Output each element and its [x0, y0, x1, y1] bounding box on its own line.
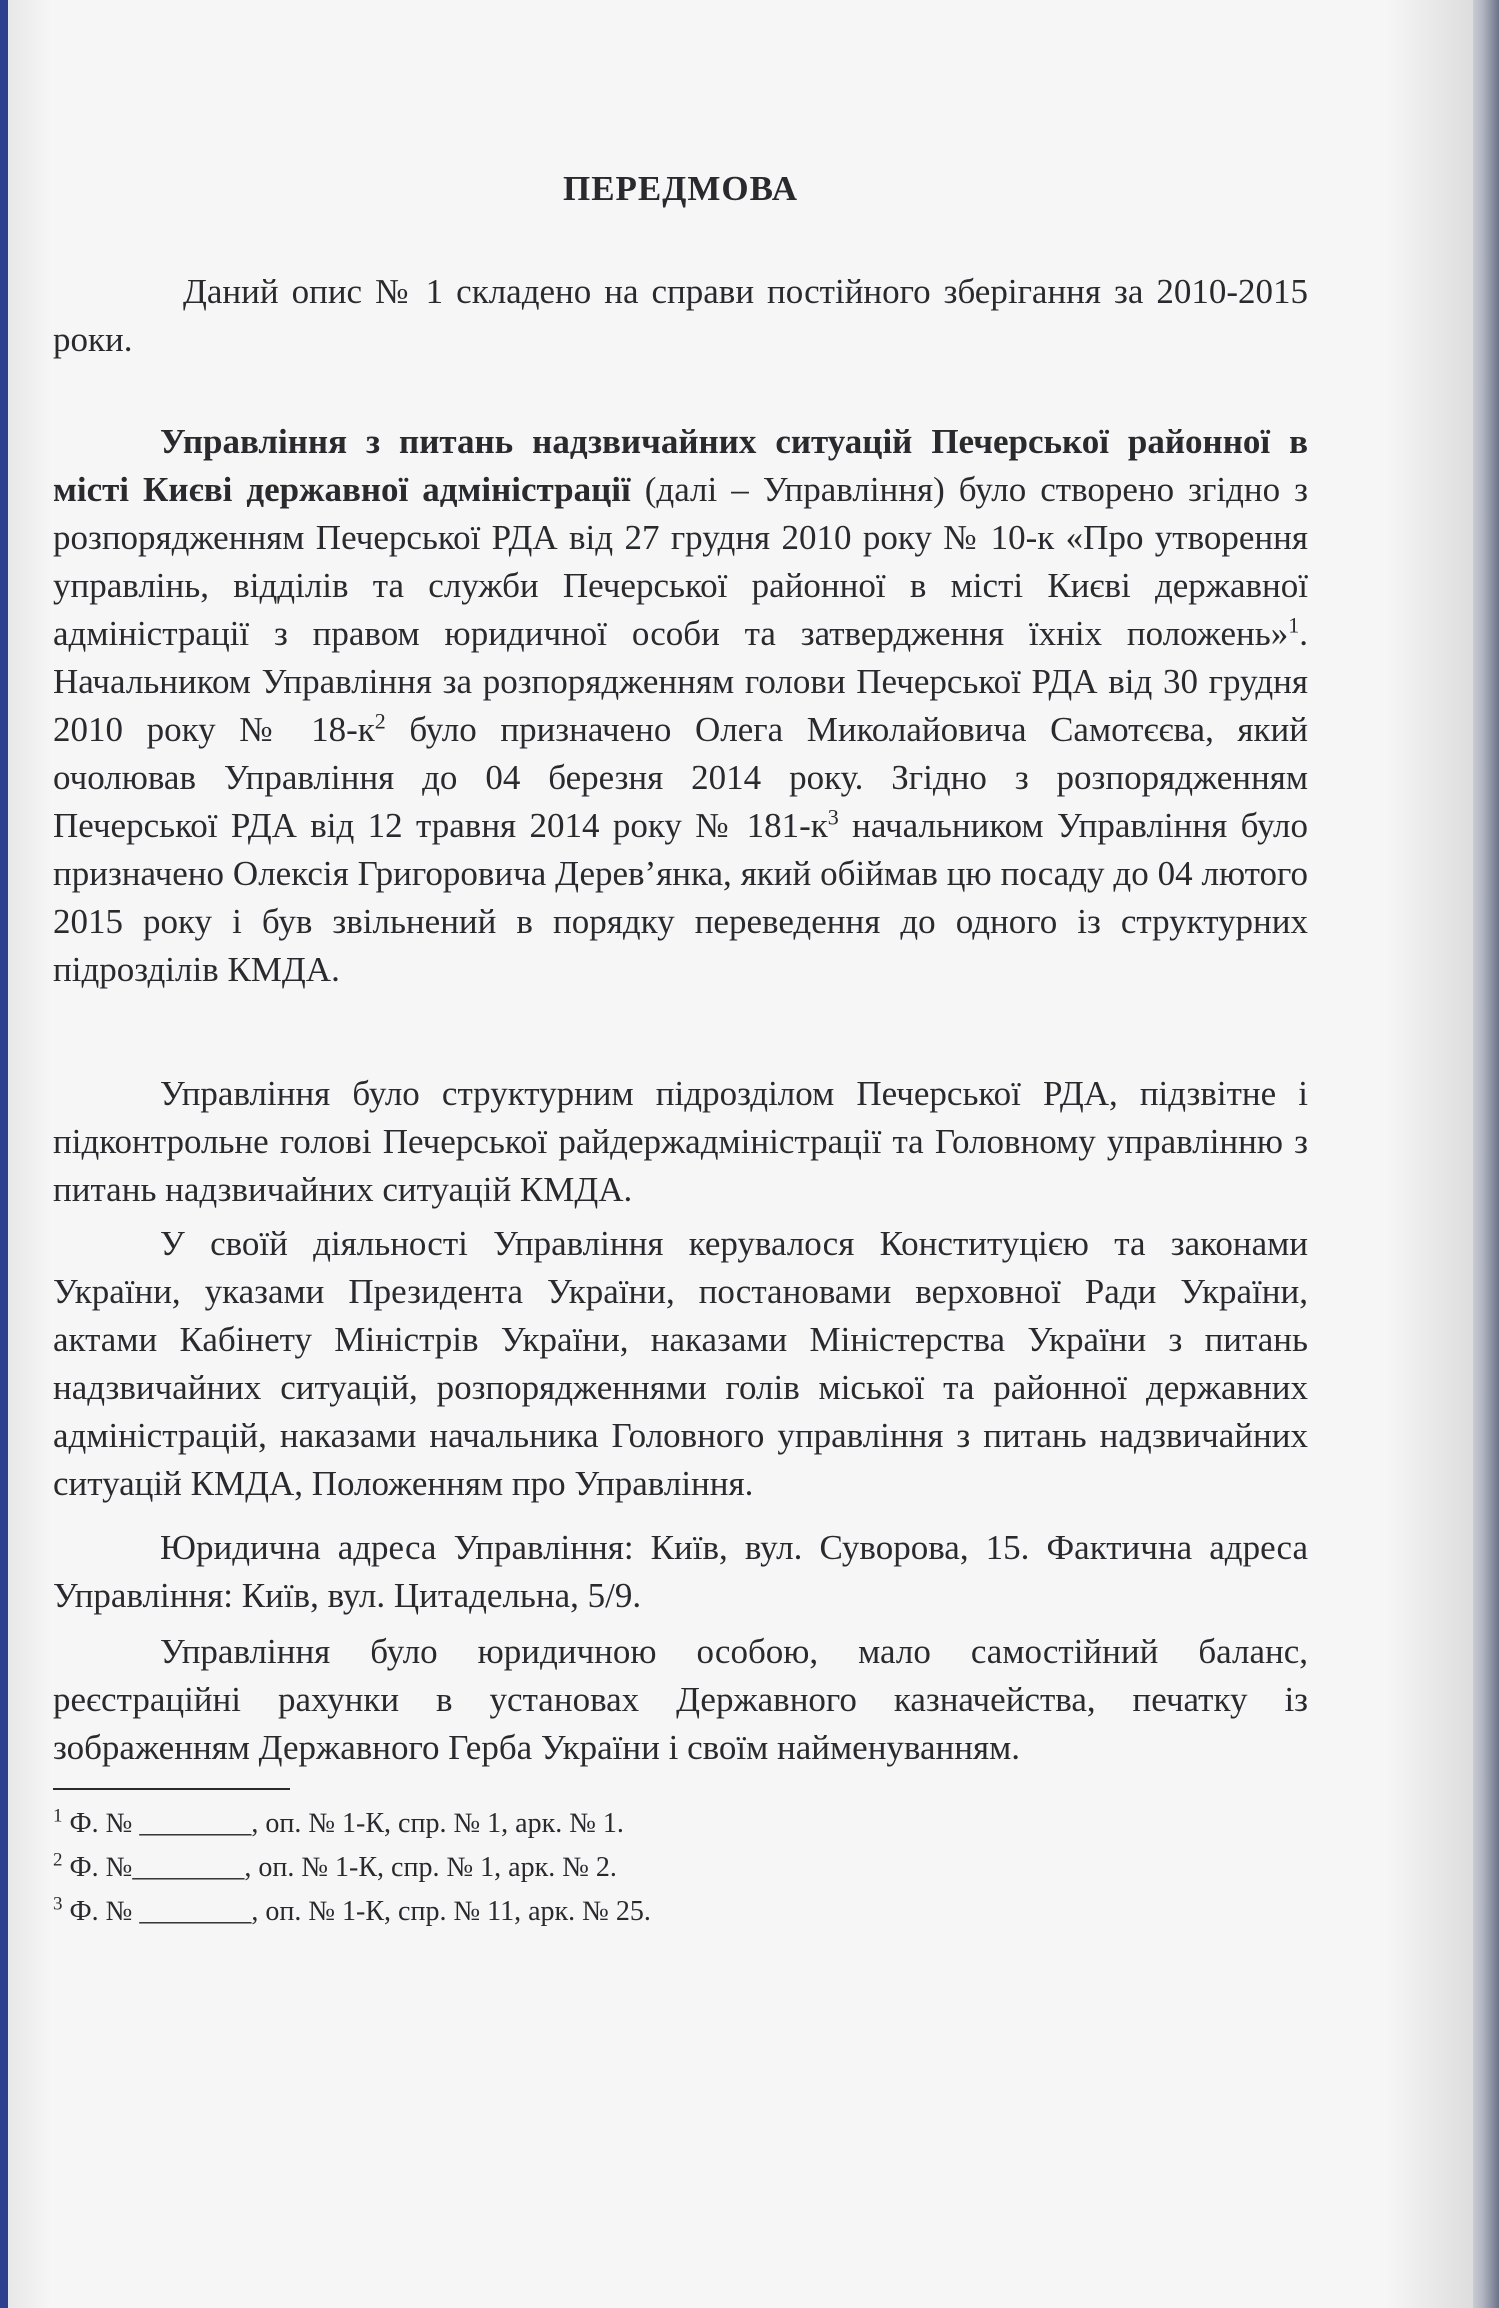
organization-name: Управління з питань надзвичайних ситуацій Печерської районної в місті Києві державної адміністрації — [53, 422, 1308, 509]
footnote-text: Ф. № ________, оп. № 1-К, спр. № 1, арк. № 1. — [69, 1808, 624, 1839]
footnotes — [53, 1802, 953, 1934]
legal-status-paragraph: Управління було юридичною особою, мало самостійний баланс, реєстраційні рахунки в установах Державного казначейства, печатку із зображенням Державного Герба України і своїм найменуванням. — [53, 1632, 1308, 1767]
footnote-2 — [53, 1846, 953, 1890]
footnote-1 — [53, 1802, 953, 1846]
page-right-edge — [1473, 0, 1499, 2308]
history-text-1: (далі – Управління) було створено згідно з розпорядженням Печерської РДА від 27 грудня 2010 року № 10-к «Про утворення управлінь, відділів та служби Печерської районної в місті Києві державної адміністрації з правом юридичної особи та затвердження їхніх положень» — [53, 470, 1308, 653]
history-text-3: було призначено Олега Миколайовича Самотєєва, який очолював Управління до 04 березня 2014 року. Згідно з розпорядженням Печерської РДА від 12 травня 2014 року № 181-к — [53, 710, 1309, 845]
address-paragraph: Юридична адреса Управління: Київ, вул. Суворова, 15. Фактична адреса Управління: Київ, вул. Цитадельна, 5/9. — [53, 1528, 1308, 1615]
footnote-ref-1: 1 — [1288, 612, 1300, 638]
page-title: ПЕРЕДМОВА — [562, 169, 799, 208]
history-paragraph — [53, 418, 1308, 994]
history-text-4: начальником Управління було призначено Олексія Григоровича Дерев’янка, який обіймав цю посаду до 04 лютого 2015 року і був звільнений в порядку переведення до одного із структурних підрозділів КМДА. — [53, 806, 1308, 989]
footnote-ref-3: 3 — [827, 804, 839, 830]
structure-paragraph: Управління було структурним підрозділом Печерської РДА, підзвітне і підконтрольне голові Печерської райдержадміністрації та Головному управлінню з питань надзвичайних ситуацій КМДА. — [53, 1074, 1308, 1209]
history-text-2: . Начальником Управління за розпорядженням голови Печерської РДА від 30 грудня 2010 року № 18-к — [53, 614, 1308, 749]
footnote-text: Ф. № ________, оп. № 1-К, спр. № 11, арк. № 25. — [69, 1896, 651, 1927]
footnote-ref-2: 2 — [374, 708, 386, 734]
activity-paragraph: У своїй діяльності Управління керувалося Конституцією та законами України, указами Президента України, постановами верховної Ради України, актами Кабінету Міністрів України, наказами Міністерства України з питань надзвичайних ситуацій, розпорядженнями голів міської та районної державних адміністрацій, наказами начальника Головного управління з питань надзвичайних ситуацій КМДА, Положенням про Управління. — [53, 1224, 1308, 1503]
intro-paragraph: Даний опис № 1 складено на справи постійного зберігання за 2010-2015 роки. — [53, 272, 1308, 359]
footnote-3 — [53, 1890, 953, 1934]
footnote-number: 3 — [53, 1893, 63, 1915]
footnote-text: Ф. №________, оп. № 1-К, спр. № 1, арк. № 2. — [69, 1852, 617, 1883]
footnote-number: 1 — [53, 1805, 63, 1827]
footnote-number: 2 — [53, 1849, 63, 1871]
footnote-divider — [53, 1788, 290, 1790]
